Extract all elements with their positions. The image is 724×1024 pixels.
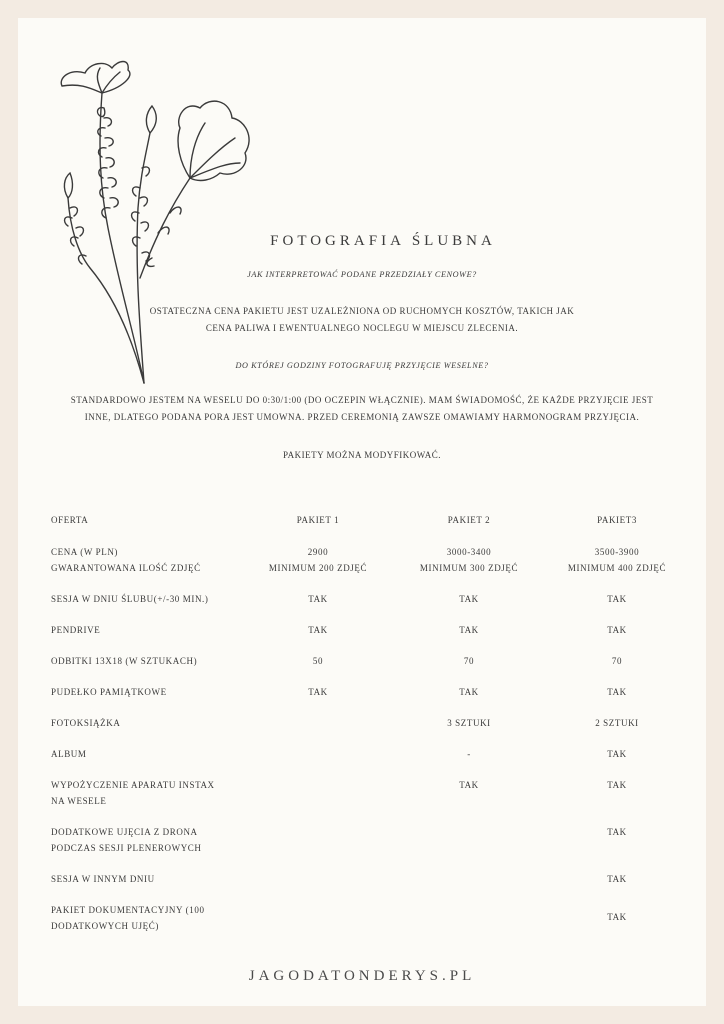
table-cell: TAK xyxy=(607,594,627,604)
table-header-cell: OFERTA xyxy=(51,515,89,525)
answer-reception-hours xyxy=(38,392,686,426)
packages-modifiable-note: PAKIETY MOŻNA MODYFIKOWAĆ. xyxy=(282,450,442,460)
question-reception-hours: DO KTÓREJ GODZINY FOTOGRAFUJĘ PRZYJĘCIE WESELNE? xyxy=(235,361,489,370)
document-page xyxy=(18,18,706,1006)
table-row-label: SESJA W DNIU ŚLUBU(+/-30 MIN.) xyxy=(51,594,209,604)
cell-line: 3000-3400 xyxy=(446,547,492,557)
cell-line: NA WESELE xyxy=(51,796,107,806)
cell-line: WYPOŻYCZENIE APARATU INSTAX xyxy=(51,780,215,790)
table-row-label xyxy=(51,902,281,934)
cell-line: DODATKOWE UJĘCIA Z DRONA xyxy=(51,827,198,837)
answer-price-line-1: OSTATECZNA CENA PAKIETU JEST UZALEŻNIONA OD RUCHOMYCH KOSZTÓW, TAKICH JAK xyxy=(149,306,575,316)
table-row-label xyxy=(51,824,281,856)
table-cell: TAK xyxy=(308,594,328,604)
table-row-label: ALBUM xyxy=(51,749,87,759)
answer-price-ranges xyxy=(78,303,646,337)
cell-line: GWARANTOWANA ILOŚĆ ZDJĘĆ xyxy=(51,563,201,573)
website-footer: JAGODATONDERYS.PL xyxy=(248,968,476,984)
cell-line: DODATKOWYCH UJĘĆ) xyxy=(51,921,159,931)
table-row-label xyxy=(51,777,281,809)
table-row-label: PUDEŁKO PAMIĄTKOWE xyxy=(51,687,167,697)
table-cell: TAK xyxy=(607,874,627,884)
cell-line: 3500-3900 xyxy=(594,547,640,557)
table-header-cell: PAKIET3 xyxy=(597,515,637,525)
table-cell: 70 xyxy=(611,656,623,666)
table-cell: TAK xyxy=(607,687,627,697)
table-row-label: ODBITKI 13X18 (W SZTUKACH) xyxy=(51,656,198,666)
table-cell: TAK xyxy=(459,780,479,790)
answer-price-line-2: CENA PALIWA I EWENTUALNEGO NOCLEGU W MIEJSCU ZLECENIA. xyxy=(205,323,519,333)
cell-line: MINIMUM 200 ZDJĘĆ xyxy=(268,563,368,573)
table-cell xyxy=(243,544,393,576)
table-cell: TAK xyxy=(308,687,328,697)
answer-hours-line-1: STANDARDOWO JESTEM NA WESELU DO 0:30/1:00 (DO OCZEPIN WŁĄCZNIE). MAM ŚWIADOMOŚĆ, ŻE KAŻDE PRZYJĘCIE JEST xyxy=(70,395,654,405)
table-cell: TAK xyxy=(459,594,479,604)
table-cell: 70 xyxy=(463,656,475,666)
page-title: FOTOGRAFIA ŚLUBNA xyxy=(270,233,496,249)
table-row-label: PENDRIVE xyxy=(51,625,101,635)
table-header-cell: PAKIET 1 xyxy=(296,515,340,525)
table-cell xyxy=(542,544,692,576)
cell-line: PAKIET DOKUMENTACYJNY (100 xyxy=(51,905,205,915)
cell-line: PODCZAS SESJI PLENEROWYCH xyxy=(51,843,202,853)
table-cell: TAK xyxy=(607,827,627,837)
table-cell: - xyxy=(467,749,471,759)
table-row-label: SESJA W INNYM DNIU xyxy=(51,874,155,884)
table-cell: TAK xyxy=(459,625,479,635)
cell-line: MINIMUM 400 ZDJĘĆ xyxy=(567,563,667,573)
table-cell: TAK xyxy=(607,625,627,635)
cell-line: CENA (W PLN) xyxy=(51,547,119,557)
table-cell: TAK xyxy=(607,912,627,922)
table-cell: TAK xyxy=(459,687,479,697)
table-cell: 3 SZTUKI xyxy=(447,718,491,728)
table-cell: TAK xyxy=(607,749,627,759)
answer-hours-line-2: INNE, DLATEGO PODANA PORA JEST UMOWNA. PRZED CEREMONIĄ ZAWSZE OMAWIAMY HARMONOGRAM PRZYJĘCIA. xyxy=(84,412,640,422)
table-cell: 50 xyxy=(312,656,324,666)
cell-line: 2900 xyxy=(307,547,329,557)
table-cell: 2 SZTUKI xyxy=(595,718,639,728)
cell-line: MINIMUM 300 ZDJĘĆ xyxy=(419,563,519,573)
table-cell: TAK xyxy=(607,780,627,790)
table-cell xyxy=(394,544,544,576)
table-row-label: FOTOKSIĄŻKA xyxy=(51,718,121,728)
question-price-ranges: JAK INTERPRETOWAĆ PODANE PRZEDZIAŁY CENOWE? xyxy=(247,270,477,279)
table-header-cell: PAKIET 2 xyxy=(447,515,491,525)
table-cell: TAK xyxy=(308,625,328,635)
